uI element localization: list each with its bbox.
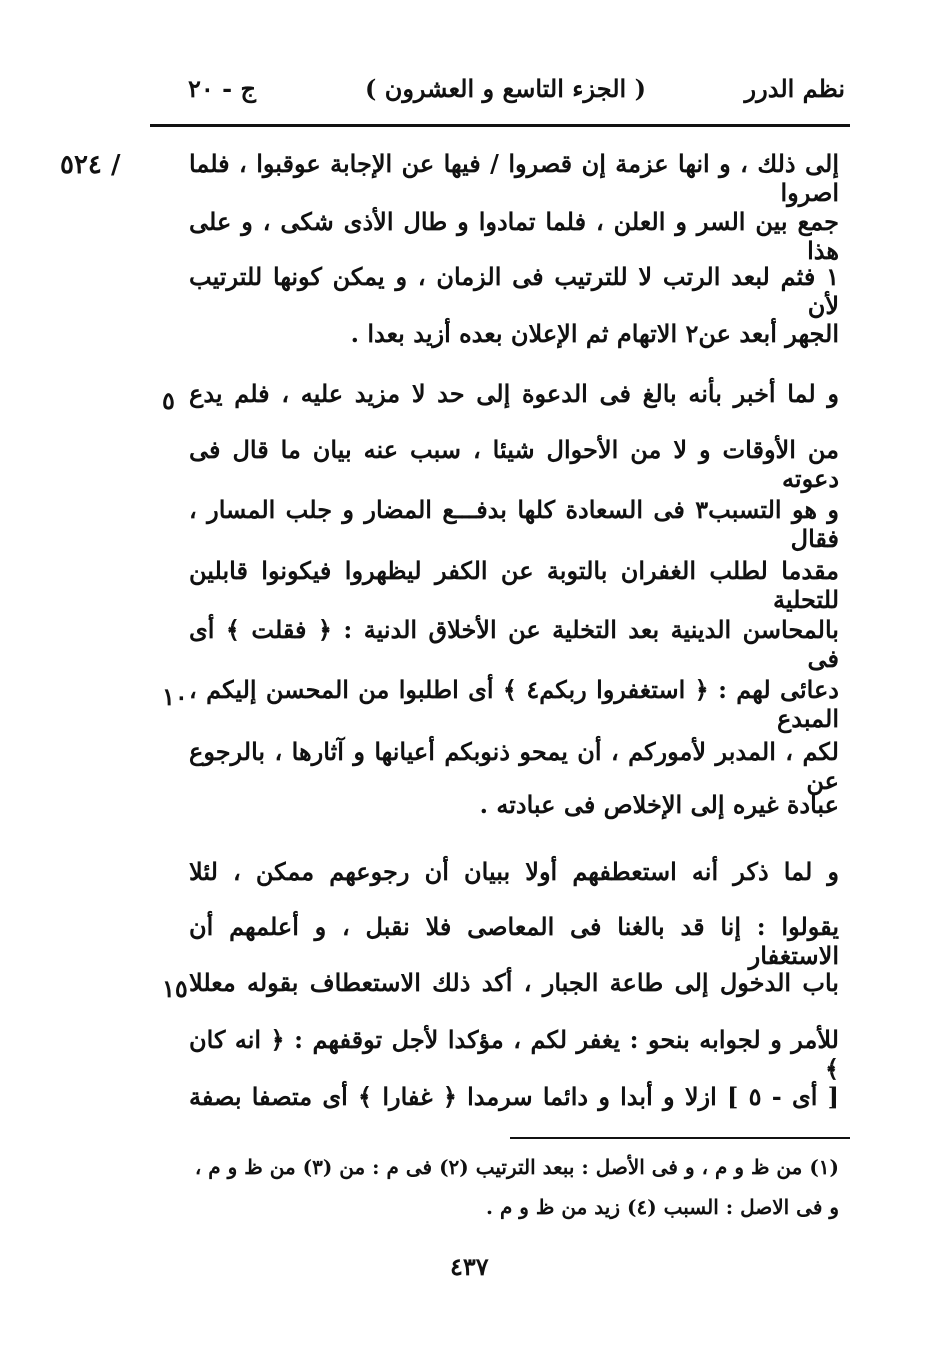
running-header-part: ( الجزء التاسع و العشرون ) bbox=[365, 74, 646, 103]
body-line-12: عبادة غيره إلى الإخلاص فى عبادته . bbox=[479, 790, 839, 819]
body-line-1: إلى ذلك ، و انها عزمة إن قصروا / فيها عن الإجابة عوقبوا ، فلما اصروا bbox=[189, 149, 839, 207]
manuscript-page-reference: / ٥٢٤ bbox=[60, 150, 121, 180]
body-line-9: بالمحاسن الدينية بعد التخلية عن الأخلاق الدنية : ﴿ فقلت ﴾ أى فى bbox=[189, 615, 839, 673]
page-number: ٤٣٧ bbox=[450, 1252, 489, 1281]
footnote-line-2: و فى الاصل : السبب (٤) زيد من ظ و م . bbox=[486, 1195, 839, 1219]
body-line-2: جمع بين السر و العلن ، فلما تمادوا و طال الأذى شكى ، و على هذا bbox=[189, 207, 839, 265]
body-line-8: مقدما لطلب الغفران بالتوبة عن الكفر ليظهروا فيكونوا قابلين للتحلية bbox=[189, 556, 839, 614]
line-number-10: ١٠ bbox=[162, 682, 188, 711]
body-line-6: من الأوقات و لا من الأحوال شيئا ، سبب عنه بيان ما قال فى دعوته bbox=[189, 435, 839, 493]
running-header-title: نظم الدرر bbox=[744, 74, 845, 103]
body-line-4: الجهر أبعد عن٢ الاتهام ثم الإعلان بعده أزيد بعدا . bbox=[350, 319, 839, 348]
body-line-17: [ أى - ٥ ] ازلا و أبدا و دائما سرمدا ﴿ غفارا ﴾ أى متصفا بصفة bbox=[189, 1082, 839, 1111]
body-line-14: يقولوا : إنا قد بالغنا فى المعاصى فلا نقبل ، و أعلمهم أن الاستغفار bbox=[189, 912, 839, 970]
body-line-10: دعائى لهم : ﴿ استغفروا ربكم٤ ﴾ أى اطلبوا من المحسن إليكم ، المبدع bbox=[189, 675, 839, 733]
body-line-3: ١ فثم لبعد الرتب لا للترتيب فى الزمان ، و يمكن كونها للترتيب لأن bbox=[189, 262, 839, 320]
footnote-rule bbox=[510, 1137, 850, 1139]
line-number-15: ١٥ bbox=[162, 974, 188, 1003]
body-line-7: و هو التسبب٣ فى السعادة كلها بدفـــع المضار و جلب المسار ، فقال bbox=[189, 495, 839, 553]
footnote-line-1: (١) من ظ و م ، و فى الأصل : ببعد الترتيب (٢) فى م : من (٣) من ظ و م ، bbox=[194, 1155, 839, 1179]
body-line-5: و لما أخبر بأنه بالغ فى الدعوة إلى حد لا مزيد عليه ، فلم يدع bbox=[189, 379, 839, 408]
running-header-volume: ج - ٢٠ bbox=[188, 74, 256, 103]
body-line-11: لكم ، المدبر لأموركم ، أن يمحو ذنوبكم أعيانها و آثارها ، بالرجوع عن bbox=[189, 737, 839, 795]
body-line-16: للأمر و لجوابه بنحو : يغفر لكم ، مؤكدا لأجل توقفهم : ﴿ انه كان ﴾ bbox=[189, 1025, 839, 1083]
line-number-5: ٥ bbox=[162, 386, 175, 415]
header-rule bbox=[150, 124, 850, 127]
body-line-13: و لما ذكر أنه استعطفهم أولا ببيان أن رجوعهم ممكن ، لئلا bbox=[189, 857, 839, 886]
body-line-15: باب الدخول إلى طاعة الجبار ، أكد ذلك الاستعطاف بقوله معللا bbox=[189, 968, 839, 997]
